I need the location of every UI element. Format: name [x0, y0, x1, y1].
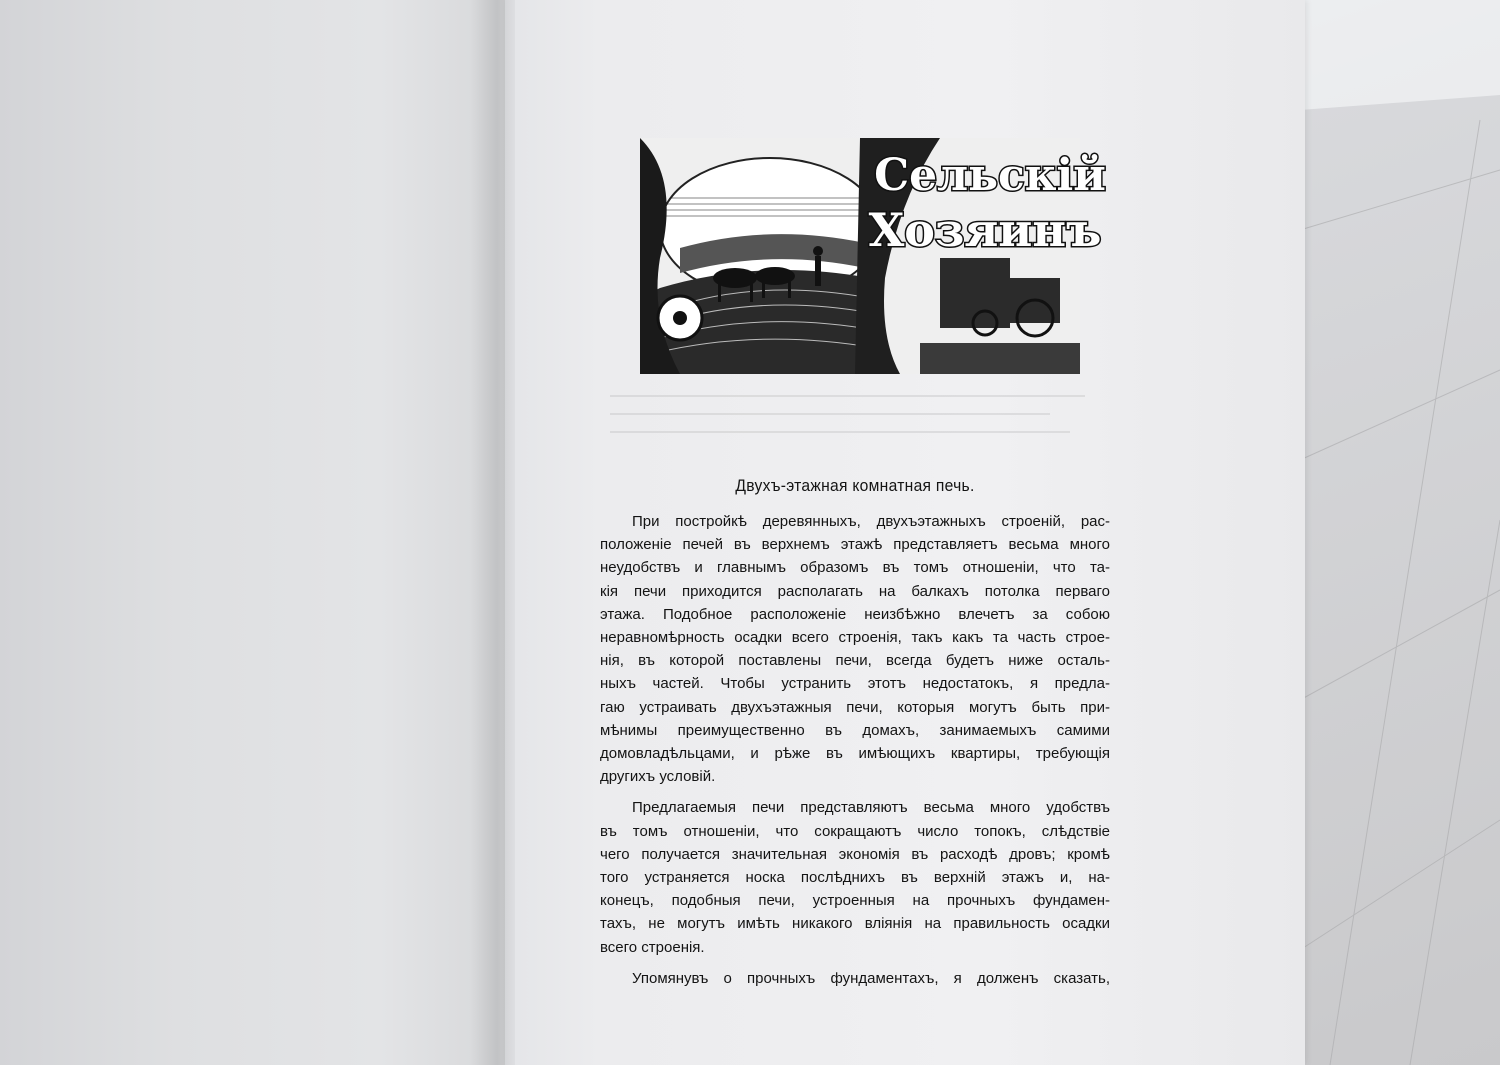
- bleed-through-text: [610, 395, 1110, 455]
- book-spine-shadow: [470, 0, 515, 1065]
- paragraph-1: [600, 510, 1110, 788]
- text-line: того устраняется носка послѣднихъ въ верхній этажъ и, на-: [600, 869, 1110, 887]
- paragraph-2: [600, 796, 1110, 958]
- text-line: Упомянувъ о прочныхъ фундаментахъ, я долженъ сказать,: [632, 969, 1110, 987]
- article-title: Двухъ-этажная комнатная печь.: [735, 476, 975, 495]
- text-line: этажа. Подобное расположеніе неизбѣжно влечетъ за собою: [600, 605, 1110, 623]
- text-line: ныхъ частей. Чтобы устранить этотъ недостатокъ, я предла-: [600, 675, 1110, 693]
- text-line: всего строенія.: [600, 938, 705, 956]
- text-line: конецъ, подобныя печи, устроенныя на прочныхъ фундамен-: [600, 892, 1110, 910]
- text-line: Предлагаемыя печи представляютъ весьма много удобствъ: [632, 799, 1110, 817]
- text-line: въ томъ отношеніи, что сокращаютъ число топокъ, слѣдствіе: [600, 822, 1110, 840]
- text-line: неравномѣрность осадки всего строенія, такъ какъ та часть строе-: [600, 629, 1110, 647]
- text-line: гаю устраивать двухъэтажныя печи, которыя могутъ быть при-: [600, 698, 1110, 716]
- vignette-title-line2: Хозяинъ: [868, 203, 1102, 257]
- article: [600, 476, 1110, 998]
- text-line: При постройкѣ деревянныхъ, двухъэтажныхъ строеній, рас-: [632, 513, 1110, 530]
- left-page: [0, 0, 505, 1065]
- text-line: тахъ, не могутъ имѣть никакого вліянія на правильность осадки: [600, 915, 1110, 933]
- text-line: чего получается значительная экономія въ расходѣ дровъ; кромѣ: [600, 845, 1110, 863]
- paragraph-3: [600, 967, 1110, 990]
- header-vignette-engraving: [640, 138, 1106, 374]
- text-line: положеніе печей въ верхнемъ этажѣ представляетъ весьма много: [600, 536, 1110, 554]
- vignette-title-line1: Сельскій: [874, 150, 1106, 201]
- text-line: мѣнимы преимущественно въ домахъ, занимаемыхъ самими: [600, 721, 1110, 739]
- text-line: кія печи приходится располагать на балкахъ потолка перваго: [600, 582, 1110, 600]
- text-line: другихъ условій.: [600, 768, 716, 786]
- text-line: домовладѣльцами, и рѣже въ имѣющихъ квартиры, требующія: [600, 745, 1110, 763]
- text-line: неудобствъ и главнымъ образомъ въ томъ отношеніи, что та-: [600, 559, 1110, 577]
- text-line: нія, въ которой поставлены печи, всегда будетъ ниже осталь-: [600, 652, 1110, 670]
